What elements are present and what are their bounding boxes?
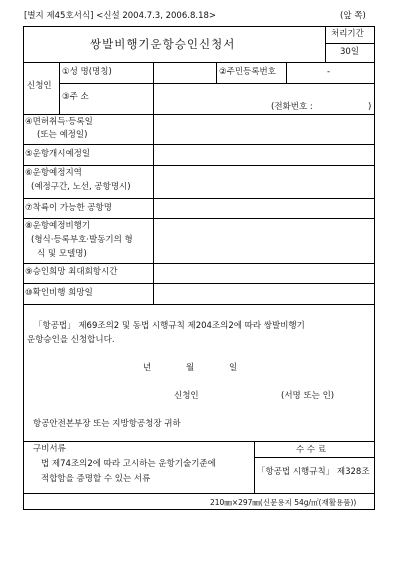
form-number: [별지 제45호서식] <신설 2004.7.3, 2006.8.18> xyxy=(24,11,217,21)
fee-label: 수 수 료 xyxy=(296,445,327,455)
divider xyxy=(59,83,375,84)
divider xyxy=(153,83,154,114)
divider xyxy=(23,441,375,442)
statement-line2: 운항승인을 신청합니다. xyxy=(27,335,115,345)
paper-spec: 210㎜×297㎜(신문용지 54g/㎡(재활용품)) xyxy=(210,498,357,507)
phone-label: (전화번호 : xyxy=(271,102,313,112)
statement-line1: 「항공법」 제69조의2 및 동법 시행규칙 제204조의2에 따라 쌍발비행기 xyxy=(34,321,305,331)
divider xyxy=(23,283,375,284)
fee-value: 「항공법 시행규칙」 제328조 xyxy=(257,467,370,477)
field-aircraft-line3: 식 및 모델명) xyxy=(37,249,87,259)
address-label: ③주 소 xyxy=(62,92,89,102)
divider xyxy=(23,198,375,199)
field-aircraft-line1: ⑧운항예정비행기 xyxy=(25,221,91,231)
divider xyxy=(325,26,326,62)
signature-note: (서명 또는 인) xyxy=(281,391,335,401)
date-month: 월 xyxy=(186,363,195,373)
divider xyxy=(153,62,154,83)
attachments-label: 구비서류 xyxy=(33,444,66,454)
date-day: 일 xyxy=(229,363,238,373)
divider xyxy=(23,114,375,115)
date-year: 년 xyxy=(143,363,152,373)
divider xyxy=(23,165,375,166)
field-region-line1: ⑥운항예정지역 xyxy=(25,168,82,178)
field-license-date-line1: ④면허취득·등록일 xyxy=(25,117,93,127)
field-diversion-time: ⑨승인희망 최대회항시간 xyxy=(25,267,118,277)
divider xyxy=(23,144,375,145)
signer-label: 신청인 xyxy=(174,391,199,401)
divider xyxy=(23,62,375,63)
processing-period-label: 처리기간 xyxy=(331,29,364,39)
reg-number-value[interactable]: - xyxy=(327,67,331,77)
divider xyxy=(23,493,375,494)
field-airports: ⑦착륙이 가능한 공항명 xyxy=(25,203,112,213)
field-start-date: ⑤운항개시예정일 xyxy=(25,149,91,159)
divider xyxy=(254,441,255,493)
name-label: ①성 명(명칭) xyxy=(62,67,112,77)
attachments-line2: 적합함을 증명할 수 있는 서류 xyxy=(41,474,151,484)
divider xyxy=(23,304,375,305)
divider xyxy=(325,43,375,44)
field-region-line2: (예정구간, 노선, 공항명시) xyxy=(31,182,131,192)
divider xyxy=(23,263,375,264)
reg-number-label: ②주민등록번호 xyxy=(219,67,276,77)
applicant-label: 신청인 xyxy=(27,81,52,91)
divider xyxy=(216,62,217,83)
divider xyxy=(254,457,375,458)
divider xyxy=(286,62,287,83)
divider xyxy=(59,62,60,114)
divider xyxy=(153,114,154,304)
field-verification-flight: ⑩확인비행 희망일 xyxy=(25,288,93,298)
recipient: 항공안전본부장 또는 지방항공청장 귀하 xyxy=(33,419,181,429)
phone-close: ) xyxy=(368,102,372,112)
form-title: 쌍발비행기운항승인신청서 xyxy=(90,37,236,51)
field-aircraft-line2: (형식·등록부호·발동기의 형 xyxy=(31,235,133,245)
processing-period-value: 30일 xyxy=(340,47,360,57)
field-license-date-line2: (또는 예정일) xyxy=(37,130,88,140)
attachments-line1: 법 제74조의2에 따라 고시하는 운항기술기준에 xyxy=(41,459,216,469)
page-side: (앞 쪽) xyxy=(340,11,366,21)
divider xyxy=(23,218,375,219)
